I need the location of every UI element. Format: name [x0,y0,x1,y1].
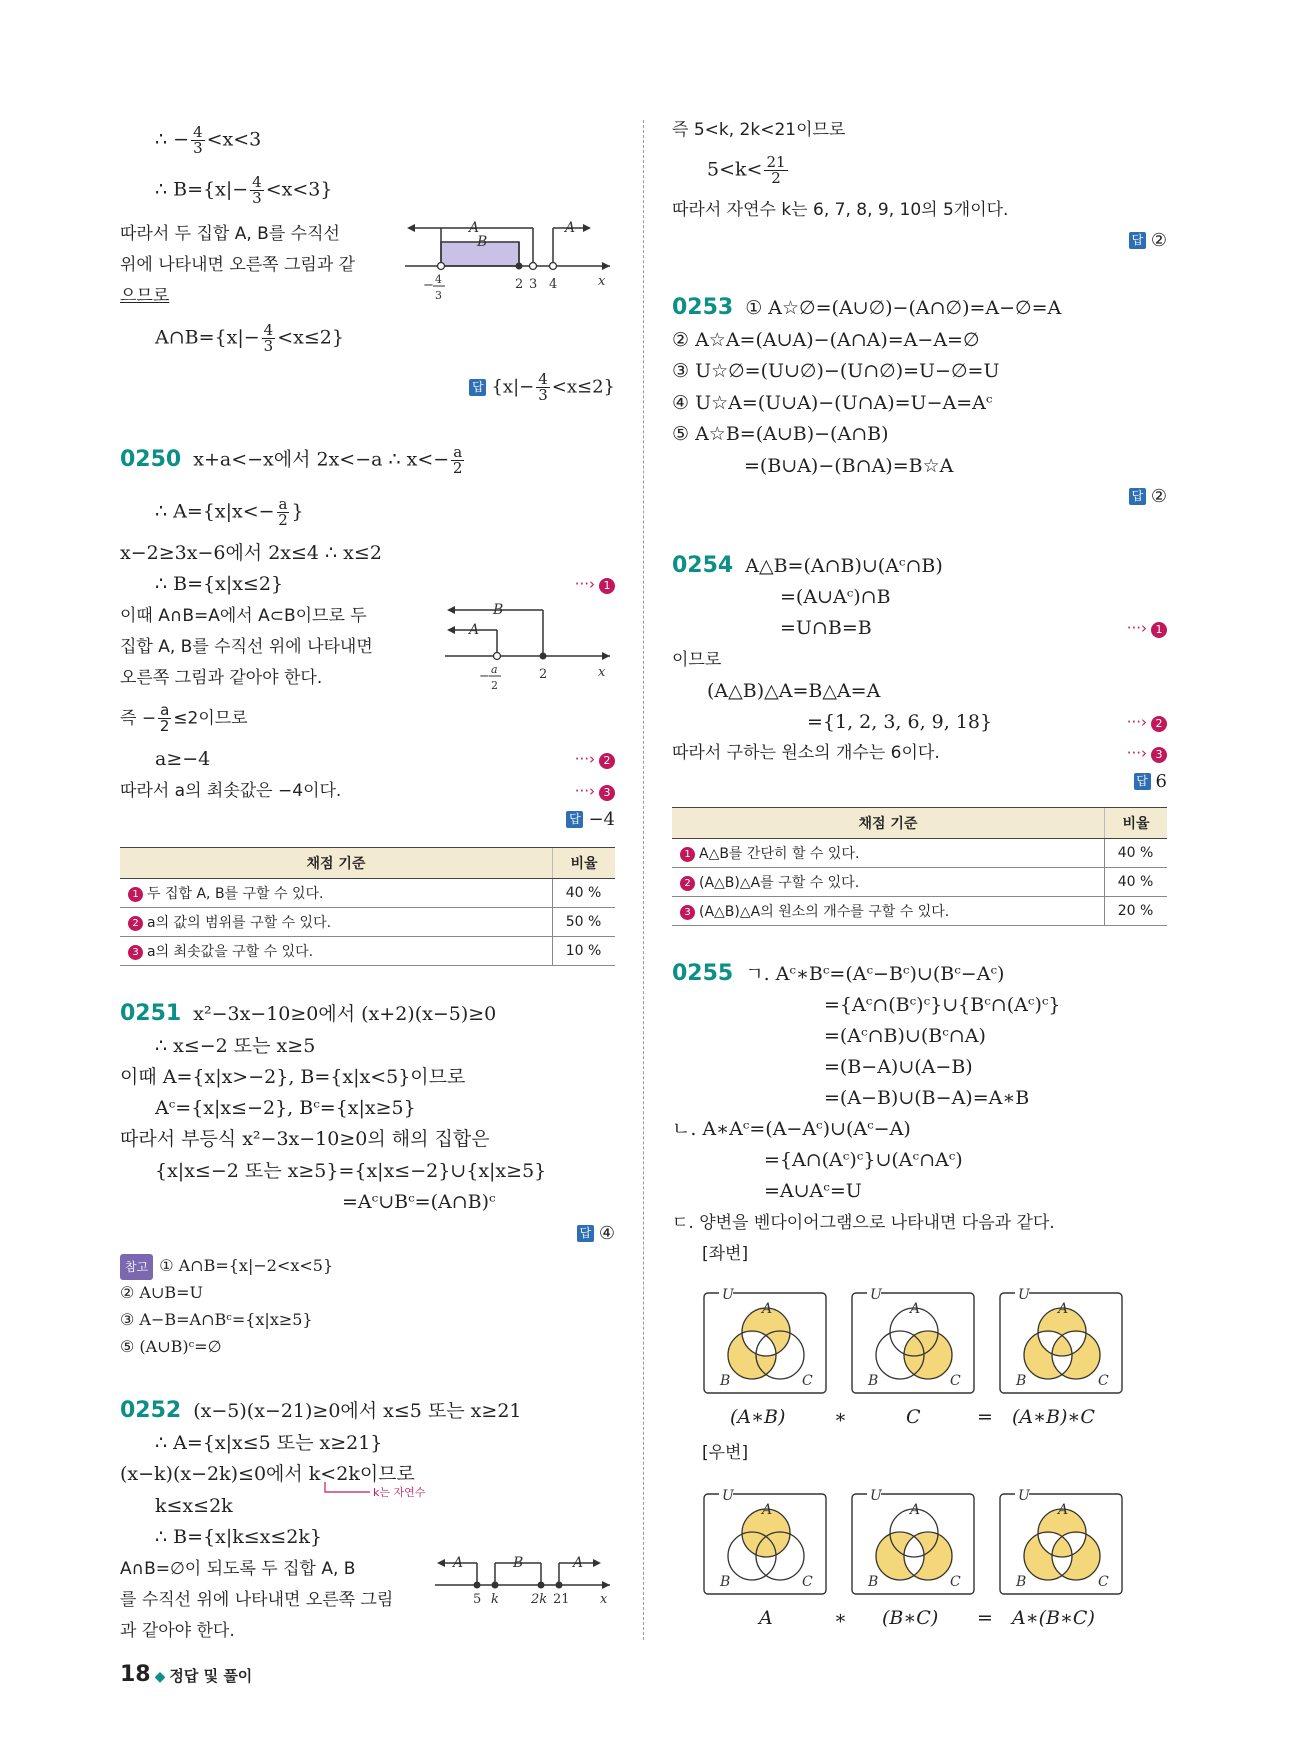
label-U: U [870,1287,882,1303]
eq-line: ② A☆A=(A∪A)−(A∩A)=A−A=∅ [672,329,980,351]
venn-caption: A∗(B∗C) [1012,1607,1095,1629]
tick-neg: − [423,278,434,293]
label-B: B [868,1574,879,1590]
tick-3: 3 [529,277,538,292]
label-A: A [762,1301,773,1317]
axis-x: x [598,665,606,680]
eq-line: x−2≥3x−6에서 2x≤4 ∴ x≤2 [120,542,382,564]
text-line: 따라서 구하는 원소의 개수는 6이다. [672,743,940,763]
eq-line: ∴ x≤−2 또는 x≥5 [155,1035,316,1057]
eq-line: ∴ A={x|x≤5 또는 x≥21} [155,1432,383,1454]
answer-250: 답 −4 [566,809,615,830]
step-2: ···› 2 [1127,713,1167,732]
label-B: B [493,602,504,618]
label-A: A [453,1555,464,1571]
reference-line: ③ A−B=A∩Bᶜ={x|x≥5} [120,1310,313,1329]
step-3: ···› 3 [1127,744,1167,763]
axis-x: x [598,274,606,289]
eq-line: ={1, 2, 3, 6, 9, 18} [807,711,993,733]
eq-line: Aᶜ={x|x≤−2}, Bᶜ={x|x≥5} [155,1097,416,1119]
eq-line: {x|x≤−2 또는 x≥5}={x|x≤−2}∪{x|x≥5} [155,1160,547,1182]
problem-0250: 0250 x+a<−x에서 2x<−a ∴ x<− $\frac{a}{2}$ [120,443,463,477]
eq-line: =Aᶜ∪Bᶜ=(A∩B)ᶜ [342,1191,496,1213]
section-label-left: [좌변] [702,1244,749,1264]
table-row: 1 두 집합 A, B를 구할 수 있다. 40 % [120,879,615,908]
eq-line: k≤x≤2k [155,1495,233,1517]
eq-line: 이때 A={x|x>−2}, B={x|x<5}이므로 [120,1066,466,1088]
text-line: 과 같아야 한다. [120,1621,235,1641]
label-A: A [1058,1502,1069,1518]
answer-254: 답 6 [1134,771,1167,792]
column-divider [643,120,644,1640]
step-2: ···› 2 [575,750,615,769]
eq-line: =U∩B=B [780,617,872,639]
venn-C [850,1285,980,1395]
eq-line: =(B−A)∪(A−B) [824,1056,973,1078]
table-row: 2 a의 값의 범위를 구할 수 있다. 50 % [120,908,615,937]
label-A: A [910,1301,921,1317]
eq-line: ∴ A={x|x<− $\frac{a}{2}$ } [155,495,304,529]
eq-line: 5<k< $\frac{21}{2}$ [707,153,786,187]
table-row: 1 A△B를 간단히 할 수 있다. 40 % [672,839,1167,868]
problem-0255: 0255 ㄱ. Aᶜ∗Bᶜ=(Aᶜ−Bᶜ)∪(Bᶜ−Aᶜ) [672,961,1005,986]
eq-line: 따라서 부등식 x²−3x−10≥0의 해의 집합은 [120,1128,490,1150]
grade-header: 채점 기준 [120,848,553,879]
problem-0251: 0251 x²−3x−10≥0에서 (x+2)(x−5)≥0 [120,1001,497,1026]
note-text: k는 자연수 [373,1486,426,1499]
step-1: ···› 1 [575,575,615,594]
eq-line: =(Aᶜ∩B)∪(Bᶜ∩A) [824,1025,986,1047]
venn-op: ∗ [834,1607,847,1629]
label-B: B [477,234,488,250]
axis-x: x [600,1592,608,1607]
table-row: 3 (A△B)△A의 원소의 개수를 구할 수 있다. 20 % [672,897,1167,926]
label-A: A [762,1502,773,1518]
text-line: A∩B=∅이 되도록 두 집합 A, B [120,1559,356,1579]
eq-line: ⑤ A☆B=(A∪B)−(A∩B) [672,423,889,445]
answer-249: 답 {x|− $\frac{4}{3}$ <x≤2} [469,372,615,403]
grade-header: 비율 [553,848,616,879]
tick-den: 2 [491,679,498,692]
eq-line: =A∪Aᶜ=U [764,1180,862,1202]
label-U: U [1018,1488,1030,1504]
problem-0254: 0254 A△B=(A∩B)∪(Aᶜ∩B) [672,553,943,578]
text-line: 집합 A, B를 수직선 위에 나타내면 [120,637,373,657]
label-A: A [573,1555,584,1571]
tick-2: 2 [539,667,548,682]
label-C: C [1098,1574,1109,1590]
number-line-250 [445,600,615,692]
label-C: C [802,1574,813,1590]
label-C: C [1098,1373,1109,1389]
grading-table-254 [672,807,1167,926]
text-line: 즉 5<k, 2k<21이므로 [672,120,846,140]
eq-line: ㄴ. A∗Aᶜ=(A−Aᶜ)∪(Aᶜ−A) [672,1118,911,1140]
text-line: ㄷ. 양변을 벤다이어그램으로 나타내면 다음과 같다. [672,1213,1055,1233]
venn-AstarB-starC [998,1285,1128,1395]
eq-line: ③ U☆∅=(U∪∅)−(U∩∅)=U−∅=U [672,360,1000,382]
problem-0253: 0253 ① A☆∅=(A∪∅)−(A∩∅)=A−∅=A [672,295,1062,320]
problem-0252: 0252 (x−5)(x−21)≥0에서 x≤5 또는 x≥21 [120,1398,522,1423]
label-B: B [868,1373,879,1389]
grading-table-250 [120,847,615,966]
label-U: U [722,1488,734,1504]
venn-op: ∗ [834,1406,847,1428]
reference-note: 참고 ① A∩B={x|−2<x<5} [120,1253,333,1280]
tick-4: 4 [549,277,558,292]
tick-5: 5 [473,1592,482,1607]
eq-line: ∴ − $\frac{4}{3}$ <x<3 [155,123,262,157]
eq-line: =(B∪A)−(B∩A)=B☆A [744,455,954,477]
tick-num: 4 [435,273,442,286]
reference-line: ② A∪B=U [120,1283,204,1302]
label-A: A [469,622,480,638]
tick-21: 21 [553,1592,570,1607]
reference-line: ⑤ (A∪B)ᶜ=∅ [120,1337,222,1356]
grade-header: 채점 기준 [672,808,1105,839]
eq-line: (A△B)△A=B△A=A [707,680,881,702]
label-C: C [950,1574,961,1590]
tick-2k: 2k [531,1592,548,1607]
venn-caption: (B∗C) [882,1607,939,1629]
text-line: 위에 나타내면 오른쪽 그림과 같 [120,255,356,275]
eq-line: ={A∩(Aᶜ)ᶜ}∪(Aᶜ∩Aᶜ) [764,1149,963,1171]
tick-neg: − [479,669,490,684]
section-label-right: [우변] [702,1443,749,1463]
label-C: C [950,1373,961,1389]
label-B: B [1016,1373,1027,1389]
eq-line: =(A∪Aᶜ)∩B [780,586,891,608]
step-1: ···› 1 [1127,619,1167,638]
step-3: ···› 3 [575,782,615,801]
text-line: 이므로 [672,650,722,670]
text-line: 이때 A∩B=A에서 A⊂B이므로 두 [120,606,367,626]
page-footer: 18 ◆ 정답 및 풀이 [120,1662,253,1687]
tick-2: 2 [515,277,524,292]
eq-line: 즉 − $\frac{a}{2}$ ≤2이므로 [120,701,248,735]
table-row: 2 (A△B)△A를 구할 수 있다. 40 % [672,868,1167,897]
venn-caption: (A∗B)∗C [1012,1406,1095,1428]
label-A: A [1058,1301,1069,1317]
label-B: B [720,1373,731,1389]
eq-line: ④ U☆A=(U∪A)−(U∩A)=U−A=Aᶜ [672,392,993,414]
label-B: B [720,1574,731,1590]
answer-253: 답 ② [1129,486,1167,507]
label-A: A [469,220,480,236]
label-A: A [910,1502,921,1518]
text-line: 오른쪽 그림과 같아야 한다. [120,668,323,688]
text-line: 를 수직선 위에 나타내면 오른쪽 그림 [120,1590,394,1610]
label-B: B [513,1555,524,1571]
eq-line: =(A−B)∪(B−A)=A∗B [824,1087,1030,1109]
label-B: B [1016,1574,1027,1590]
page-number: 18 [120,1662,151,1687]
table-row: 3 a의 최솟값을 구할 수 있다. 10 % [120,937,615,966]
text-line: 따라서 자연수 k는 6, 7, 8, 9, 10의 5개이다. [672,200,1009,220]
text-line: 따라서 a의 최솟값은 −4이다. [120,781,342,801]
venn-eq: = [977,1406,993,1428]
venn-BstarC [850,1486,980,1596]
text-line: 으므로 [120,286,170,306]
answer-251: 답 ④ [577,1223,615,1244]
venn-caption: C [906,1406,921,1428]
label-U: U [1018,1287,1030,1303]
venn-A [702,1486,832,1596]
tick-den: 3 [435,289,442,302]
venn-caption: (A∗B) [730,1406,786,1428]
venn-eq: = [977,1607,993,1629]
text-line: 따라서 두 집합 A, B를 수직선 [120,224,340,244]
tick-num: a [491,663,498,676]
note-bracket [315,1480,435,1502]
number-line-252 [435,1555,615,1610]
label-U: U [722,1287,734,1303]
eq-line: ∴ B={x|− $\frac{4}{3}$ <x<3} [155,173,333,207]
answer-252: 답 ② [1129,230,1167,251]
number-line-249 [405,215,615,310]
eq-line: a≥−4 [155,748,211,770]
grade-header: 비율 [1105,808,1168,839]
eq-line: (x−k)(x−2k)≤0에서 k<2k이므로 [120,1463,415,1485]
eq-line: ∴ B={x|k≤x≤2k} [155,1526,322,1548]
venn-A-star-BstarC [998,1486,1128,1596]
label-U: U [870,1488,882,1504]
venn-caption: A [759,1607,773,1629]
tick-k: k [491,1592,499,1607]
page-title: 정답 및 풀이 [169,1667,253,1685]
label-A: A [565,220,576,236]
eq-line: ={Aᶜ∩(Bᶜ)ᶜ}∪{Bᶜ∩(Aᶜ)ᶜ} [824,994,1061,1016]
venn-AstarB [702,1285,832,1395]
eq-line: A∩B={x|− $\frac{4}{3}$ <x≤2} [155,321,344,355]
eq-line: ∴ B={x|x≤2} [155,573,284,595]
label-C: C [802,1373,813,1389]
